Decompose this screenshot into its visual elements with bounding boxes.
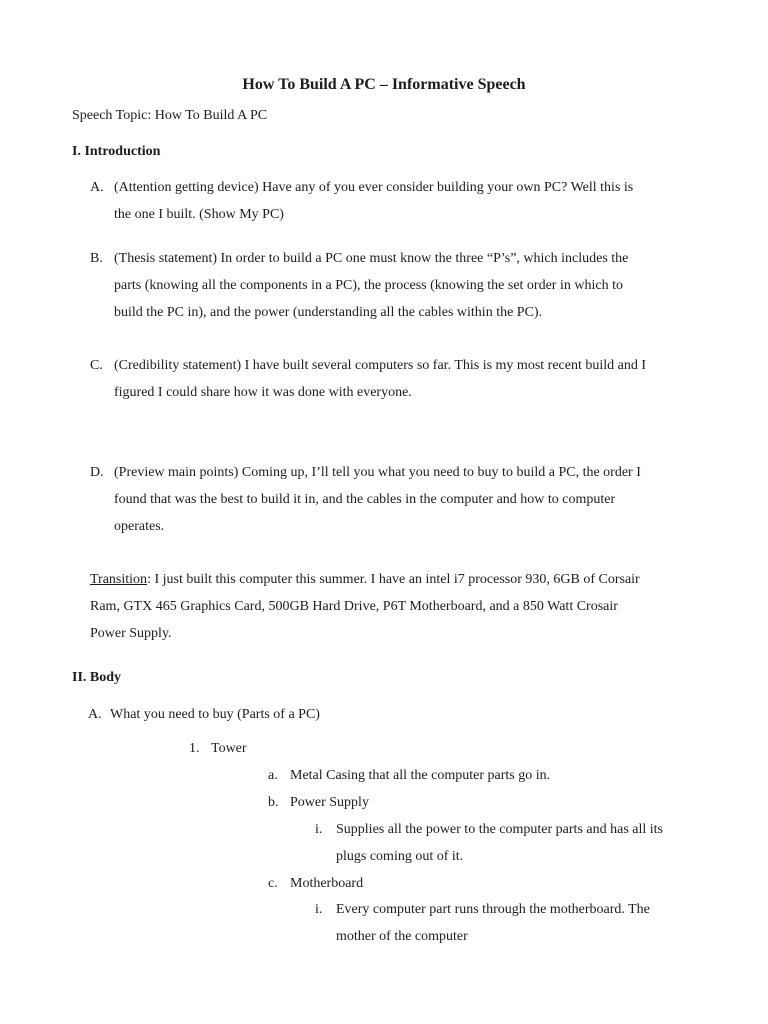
body-item-a-text: What you need to buy (Parts of a PC) bbox=[110, 707, 320, 722]
intro-item-b-line-1: (Thesis statement) In order to build a PC one must know the three “P’s”, which includes the bbox=[114, 251, 629, 266]
intro-item-a-line-1: (Attention getting device) Have any of you ever consider building your own PC? Well this is bbox=[114, 180, 634, 195]
body-item-1c-marker: c. bbox=[268, 876, 278, 891]
body-item-1bi-line-2: plugs coming out of it. bbox=[336, 849, 464, 864]
body-item-1ci-line-1: Every computer part runs through the motherboard. The bbox=[336, 902, 650, 917]
body-item-a-marker: A. bbox=[88, 707, 102, 722]
intro-item-b-line-2: parts (knowing all the components in a PC), the process (knowing the set order in which to bbox=[114, 278, 623, 293]
intro-item-b-line-3: build the PC in), and the power (understanding all the cables within the PC). bbox=[114, 305, 543, 320]
body-item-1-text: Tower bbox=[211, 741, 247, 756]
body-item-1bi-marker: i. bbox=[315, 822, 323, 837]
speech-topic: Speech Topic: How To Build A PC bbox=[72, 108, 268, 123]
intro-item-d-marker: D. bbox=[90, 465, 104, 480]
intro-item-c-marker: C. bbox=[90, 358, 103, 373]
transition-line-3: Power Supply. bbox=[90, 626, 172, 641]
transition-line-1-text: : I just built this computer this summer. I have an intel i7 processor 930, 6GB of Corsair bbox=[147, 572, 640, 587]
intro-item-a-line-2: the one I built. (Show My PC) bbox=[114, 207, 284, 222]
transition-line-2: Ram, GTX 465 Graphics Card, 500GB Hard Drive, P6T Motherboard, and a 850 Watt Crosair bbox=[90, 599, 618, 614]
body-item-1c-text: Motherboard bbox=[290, 876, 364, 891]
introduction-heading: I. Introduction bbox=[72, 144, 161, 159]
body-item-1bi-line-1: Supplies all the power to the computer parts and has all its bbox=[336, 822, 663, 837]
body-item-1a-marker: a. bbox=[268, 768, 278, 783]
intro-item-d-line-2: found that was the best to build it in, and the cables in the computer and how to computer bbox=[114, 492, 616, 507]
intro-item-a-marker: A. bbox=[90, 180, 104, 195]
body-item-1ci-line-2: mother of the computer bbox=[336, 929, 468, 944]
body-item-1-marker: 1. bbox=[189, 741, 200, 756]
intro-item-b-marker: B. bbox=[90, 251, 103, 266]
body-item-1a-text: Metal Casing that all the computer parts go in. bbox=[290, 768, 551, 783]
body-item-1b-text: Power Supply bbox=[290, 795, 369, 810]
transition-line-1 bbox=[90, 566, 640, 593]
document-title: How To Build A PC – Informative Speech bbox=[242, 76, 526, 93]
body-item-1ci-marker: i. bbox=[315, 902, 323, 917]
intro-item-c-line-1: (Credibility statement) I have built several computers so far. This is my most recent build and I bbox=[114, 358, 647, 373]
intro-item-d-line-1: (Preview main points) Coming up, I’ll tell you what you need to buy to build a PC, the order I bbox=[114, 465, 641, 480]
body-heading: II. Body bbox=[72, 670, 122, 685]
intro-item-d-line-3: operates. bbox=[114, 519, 165, 534]
body-item-1b-marker: b. bbox=[268, 795, 279, 810]
transition-label: Transition bbox=[90, 572, 148, 587]
intro-item-c-line-2: figured I could share how it was done with everyone. bbox=[114, 385, 412, 400]
